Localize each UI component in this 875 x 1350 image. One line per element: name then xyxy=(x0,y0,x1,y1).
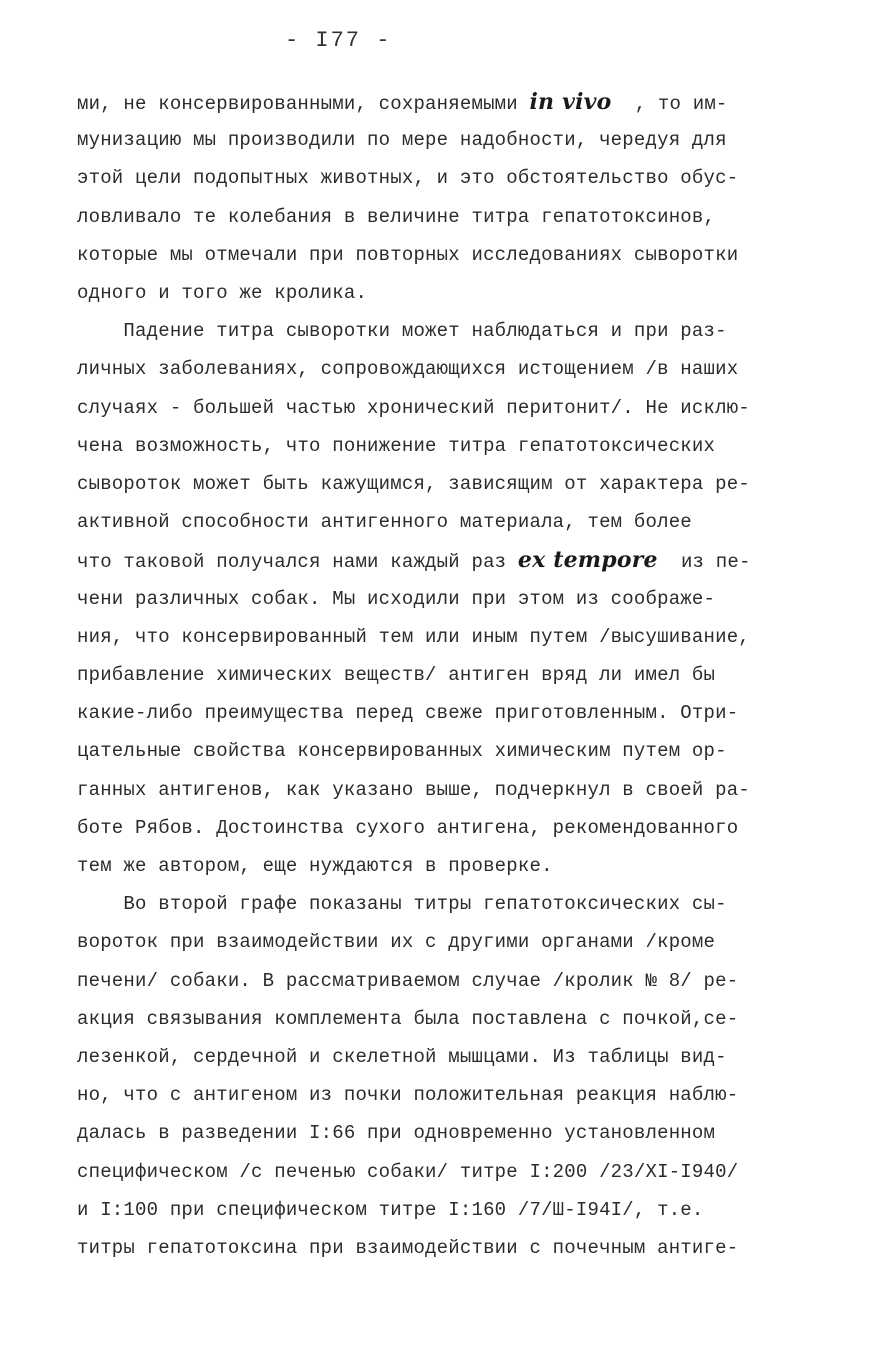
text-line xyxy=(77,357,738,381)
text-line xyxy=(77,166,738,190)
text-line xyxy=(77,281,367,305)
text-line xyxy=(77,396,750,420)
text-segment: вороток при взаимодействии их с другими органами /кроме xyxy=(77,931,716,954)
text-line xyxy=(77,1121,715,1145)
text-segment: ния, что консервированный тем или иным путем /высушивание, xyxy=(77,625,750,648)
text-segment: боте Рябов. Достоинства сухого антигена, рекомендованного xyxy=(77,816,739,839)
text-segment: печени/ собаки. В рассматриваемом случае /кролик № 8/ ре- xyxy=(77,969,739,992)
text-segment: ловливало те колебания в величине титра гепатотоксинов, xyxy=(77,205,716,228)
text-segment: лезенкой, сердечной и скелетной мышцами. Из таблицы вид- xyxy=(77,1046,727,1068)
text-segment: ганных антигенов, как указано выше, подчеркнул в своей ра- xyxy=(77,778,750,801)
text-line xyxy=(77,969,738,993)
text-segment: тем же автором, еще нуждаются в проверке. xyxy=(77,855,553,877)
text-line xyxy=(77,472,750,496)
page-number: - I77 - xyxy=(285,28,392,53)
text-segment: прибавление химических веществ/ антиген вряд ли имел бы xyxy=(77,664,716,686)
text-line xyxy=(77,816,738,840)
text-segment: что таковой получался нами каждый раз xyxy=(77,551,518,574)
text-segment: , то им- xyxy=(611,93,728,115)
text-segment: мунизацию мы производили по мере надобности, чередуя для xyxy=(77,129,727,152)
text-segment: активной способности антигенного материала, тем более xyxy=(77,511,692,534)
text-line xyxy=(77,663,715,687)
text-line xyxy=(77,1160,738,1184)
text-line xyxy=(77,587,715,611)
text-segment: какие-либо преимущества перед свеже приготовленным. Отри- xyxy=(77,702,739,725)
text-line xyxy=(77,510,692,534)
text-segment: Падение титра сыворотки может наблюдаться и при раз- xyxy=(77,320,727,343)
text-segment: сывороток может быть кажущимся, зависящим от характера ре- xyxy=(77,473,750,495)
text-segment: Во второй графе показаны титры гепатотоксических сы- xyxy=(77,893,727,916)
text-line xyxy=(77,319,727,343)
text-line xyxy=(77,739,727,763)
handwritten-insert: in vivo xyxy=(529,89,612,115)
text-segment: этой цели подопытных животных, и это обстоятельство обус- xyxy=(77,167,739,190)
text-line xyxy=(77,434,715,458)
text-line xyxy=(77,1236,738,1260)
text-segment: ми, не консервированными, сохраняемыми xyxy=(77,93,530,115)
text-line xyxy=(77,930,715,954)
handwritten-insert: ex tempore xyxy=(517,547,658,574)
text-segment: титры гепатотоксина при взаимодействии с почечным антиге- xyxy=(77,1237,739,1259)
text-segment: чена возможность, что понижение титра гепатотоксических xyxy=(77,434,716,457)
text-line xyxy=(77,205,715,229)
text-line xyxy=(77,128,727,152)
text-segment: далась в разведении I:66 при одновременно установленном xyxy=(77,1122,716,1145)
text-line xyxy=(77,1045,727,1069)
text-segment: специфическом /с печенью собаки/ титре I:200 /23/XI-I940/ xyxy=(77,1160,739,1183)
text-segment: которые мы отмечали при повторных исследованиях сыворотки xyxy=(77,243,739,266)
text-line xyxy=(77,1198,704,1222)
text-segment: цательные свойства консервированных химическим путем ор- xyxy=(77,740,727,763)
text-line xyxy=(77,701,738,725)
text-segment: акция связывания комплемента была поставлена с почкой,се- xyxy=(77,1007,739,1030)
text-segment: чени различных собак. Мы исходили при этом из соображе- xyxy=(77,587,716,610)
text-line xyxy=(77,548,751,574)
text-line xyxy=(77,854,553,878)
text-line xyxy=(77,1083,738,1107)
text-segment: одного и того же кролика. xyxy=(77,282,368,304)
text-segment: личных заболеваниях, сопровождающихся истощением /в наших xyxy=(77,358,739,381)
text-line xyxy=(77,625,750,649)
text-line xyxy=(77,778,750,802)
text-line xyxy=(77,892,727,916)
text-line xyxy=(77,90,728,116)
text-segment: но, что с антигеном из почки положительная реакция наблю- xyxy=(77,1084,739,1107)
text-line xyxy=(77,1007,738,1031)
text-segment: и I:100 при специфическом титре I:160 /7/Ш-I94I/, т.е. xyxy=(77,1198,704,1221)
text-line xyxy=(77,243,738,267)
text-segment: из пе- xyxy=(657,551,751,574)
text-segment: случаях - большей частью хронический перитонит/. Не исклю- xyxy=(77,396,750,419)
